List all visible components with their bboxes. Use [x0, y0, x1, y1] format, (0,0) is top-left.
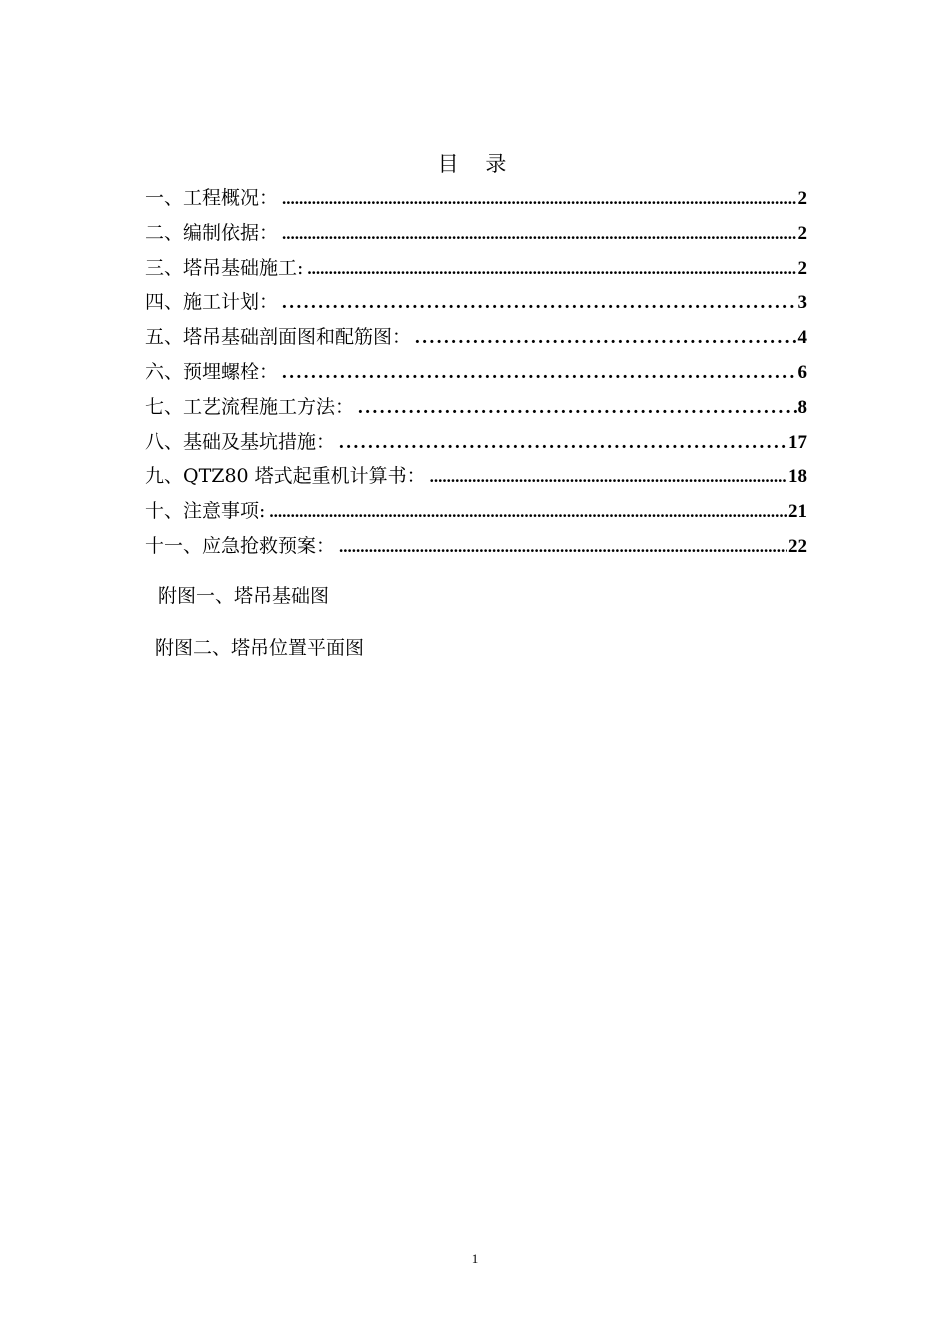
toc-entry-page: 4	[797, 327, 807, 349]
page-number: 1	[471, 1251, 479, 1266]
toc-entry-label: 十、注意事项:	[145, 500, 266, 523]
toc-entry[interactable]	[145, 357, 807, 392]
toc-entry[interactable]	[145, 427, 807, 462]
toc-dot-leader	[282, 362, 796, 384]
toc-entry-label: 四、施工计划：	[145, 291, 279, 314]
toc-entry[interactable]	[145, 218, 807, 253]
toc-entry-page: 8	[797, 396, 807, 418]
toc-entry-page: 3	[797, 292, 807, 314]
toc-entry-label: 二、编制依据：	[145, 221, 279, 244]
toc-entry-page: 6	[797, 361, 807, 383]
toc-dot-leader	[415, 327, 796, 349]
toc-list	[145, 183, 807, 566]
toc-dot-leader	[282, 189, 796, 209]
appendix-item-position-plan: 附图二、塔吊位置平面图	[155, 637, 365, 659]
toc-entry-label: 九、QTZ80 塔式起重机计算书：	[145, 465, 426, 488]
toc-entry-label: 八、基础及基坑措施：	[145, 430, 336, 453]
toc-entry[interactable]	[145, 392, 807, 427]
toc-dot-leader	[430, 467, 787, 487]
toc-entry[interactable]	[145, 253, 807, 288]
appendix-item-foundation-drawing: 附图一、塔吊基础图	[158, 585, 330, 607]
toc-entry[interactable]	[145, 322, 807, 357]
toc-entry-page: 21	[788, 501, 807, 523]
toc-dot-leader	[269, 502, 787, 522]
toc-entry[interactable]	[145, 183, 807, 218]
toc-entry-label: 十一、应急抢救预案：	[145, 534, 336, 557]
toc-entry-page: 18	[788, 466, 807, 488]
toc-entry-page: 22	[788, 535, 807, 557]
toc-entry[interactable]	[145, 496, 807, 531]
toc-dot-leader	[339, 432, 787, 454]
toc-title: 目 录	[437, 152, 517, 176]
toc-dot-leader	[282, 292, 796, 314]
toc-dot-leader	[282, 224, 796, 244]
toc-entry-label: 三、塔吊基础施工:	[145, 256, 304, 279]
toc-dot-leader	[358, 397, 796, 419]
toc-dot-leader	[339, 537, 787, 557]
toc-dot-leader	[307, 259, 796, 279]
toc-entry-label: 七、工艺流程施工方法：	[145, 395, 355, 418]
toc-entry[interactable]	[145, 531, 807, 566]
toc-entry-page: 17	[788, 431, 807, 453]
toc-entry-page: 2	[797, 188, 807, 209]
toc-entry-label: 一、工程概况：	[145, 187, 279, 209]
toc-entry-page: 2	[797, 222, 807, 244]
toc-entry-label: 五、塔吊基础剖面图和配筋图：	[145, 326, 412, 349]
toc-entry-page: 2	[797, 257, 807, 279]
toc-entry[interactable]	[145, 287, 807, 322]
toc-entry-label: 六、预埋螺栓：	[145, 360, 279, 383]
toc-entry[interactable]	[145, 461, 807, 496]
